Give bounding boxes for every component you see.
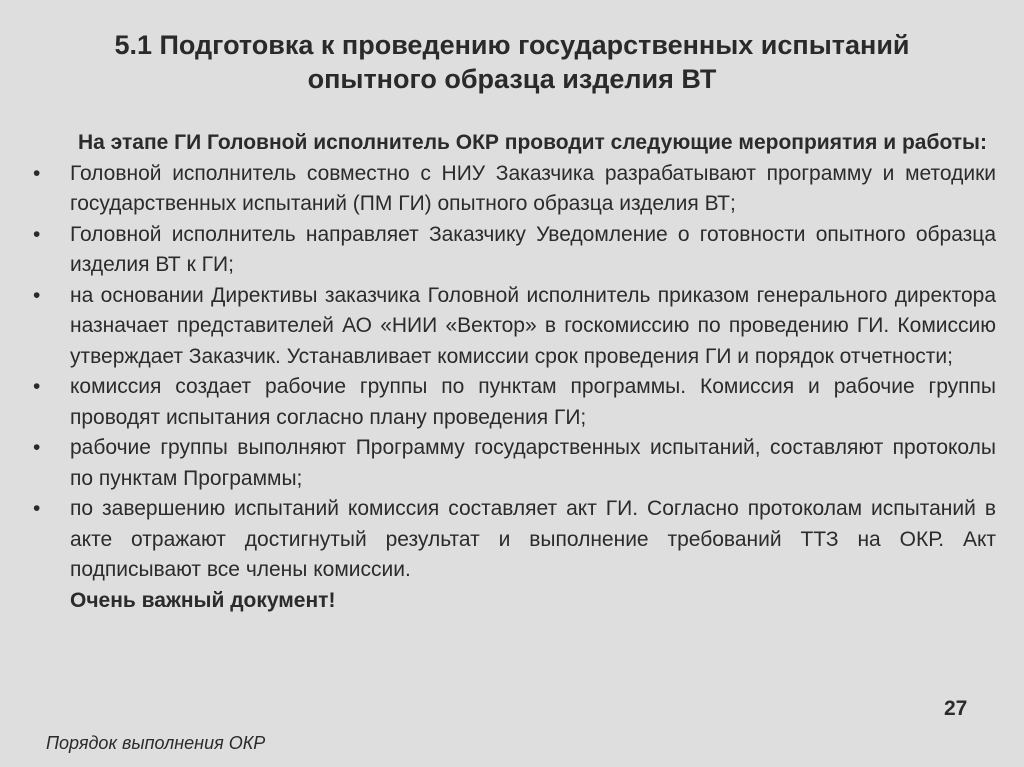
slide-title: 5.1 Подготовка к проведению государственных испытаний опытного образца изделия ВТ: [114, 30, 910, 94]
footer-text: Порядок выполнения ОКР: [46, 733, 266, 753]
list-item-text: Головной исполнитель направляет Заказчику Уведомление о готовности опытного образца изделия ВТ к ГИ;: [70, 222, 996, 276]
list-item: [30, 494, 996, 586]
list-item-text: по завершению испытаний комиссия составляет акт ГИ. Согласно протоколам испытаний в акте отражают достигнутый результат и выполнение требований ТТЗ на ОКР. Акт подписывают все члены комиссии.: [70, 497, 996, 581]
list-item: [30, 372, 996, 433]
bullet-icon: •: [33, 436, 41, 459]
list-item: [30, 159, 996, 220]
bullet-icon: •: [33, 283, 41, 307]
page-number: 27: [944, 697, 968, 720]
bullet-icon: •: [33, 497, 41, 520]
slide-content: [30, 128, 996, 616]
list-item-text: Головной исполнитель совместно с НИУ Заказчика разрабатывают программу и методики государственных испытаний (ПМ ГИ) опытного образца изделия ВТ;: [70, 161, 996, 215]
bullet-icon: •: [33, 375, 41, 398]
bullet-list: [30, 159, 996, 586]
bullet-icon: •: [33, 161, 41, 185]
list-item-text: комиссия создает рабочие группы по пунктам программы. Комиссия и рабочие группы проводят испытания согласно плану проведения ГИ;: [70, 375, 996, 429]
important-note: Очень важный документ!: [70, 588, 336, 612]
list-item: [30, 281, 996, 373]
intro-paragraph: На этапе ГИ Головной исполнитель ОКР проводит следующие мероприятия и работы:: [78, 131, 987, 154]
list-item-text: на основании Директивы заказчика Головной исполнитель приказом генерального директора назначает представителей АО «НИИ «Вектор» в госкомиссию по проведению ГИ. Комиссию утверждает Заказчик. Устанавливает комиссии срок проведения ГИ и порядок отчетности;: [70, 283, 996, 368]
bullet-icon: •: [33, 222, 41, 246]
list-item: [30, 433, 996, 494]
list-item-text: рабочие группы выполняют Программу государственных испытаний, составляют протоколы по пунктам Программы;: [70, 436, 996, 490]
list-item: [30, 220, 996, 281]
